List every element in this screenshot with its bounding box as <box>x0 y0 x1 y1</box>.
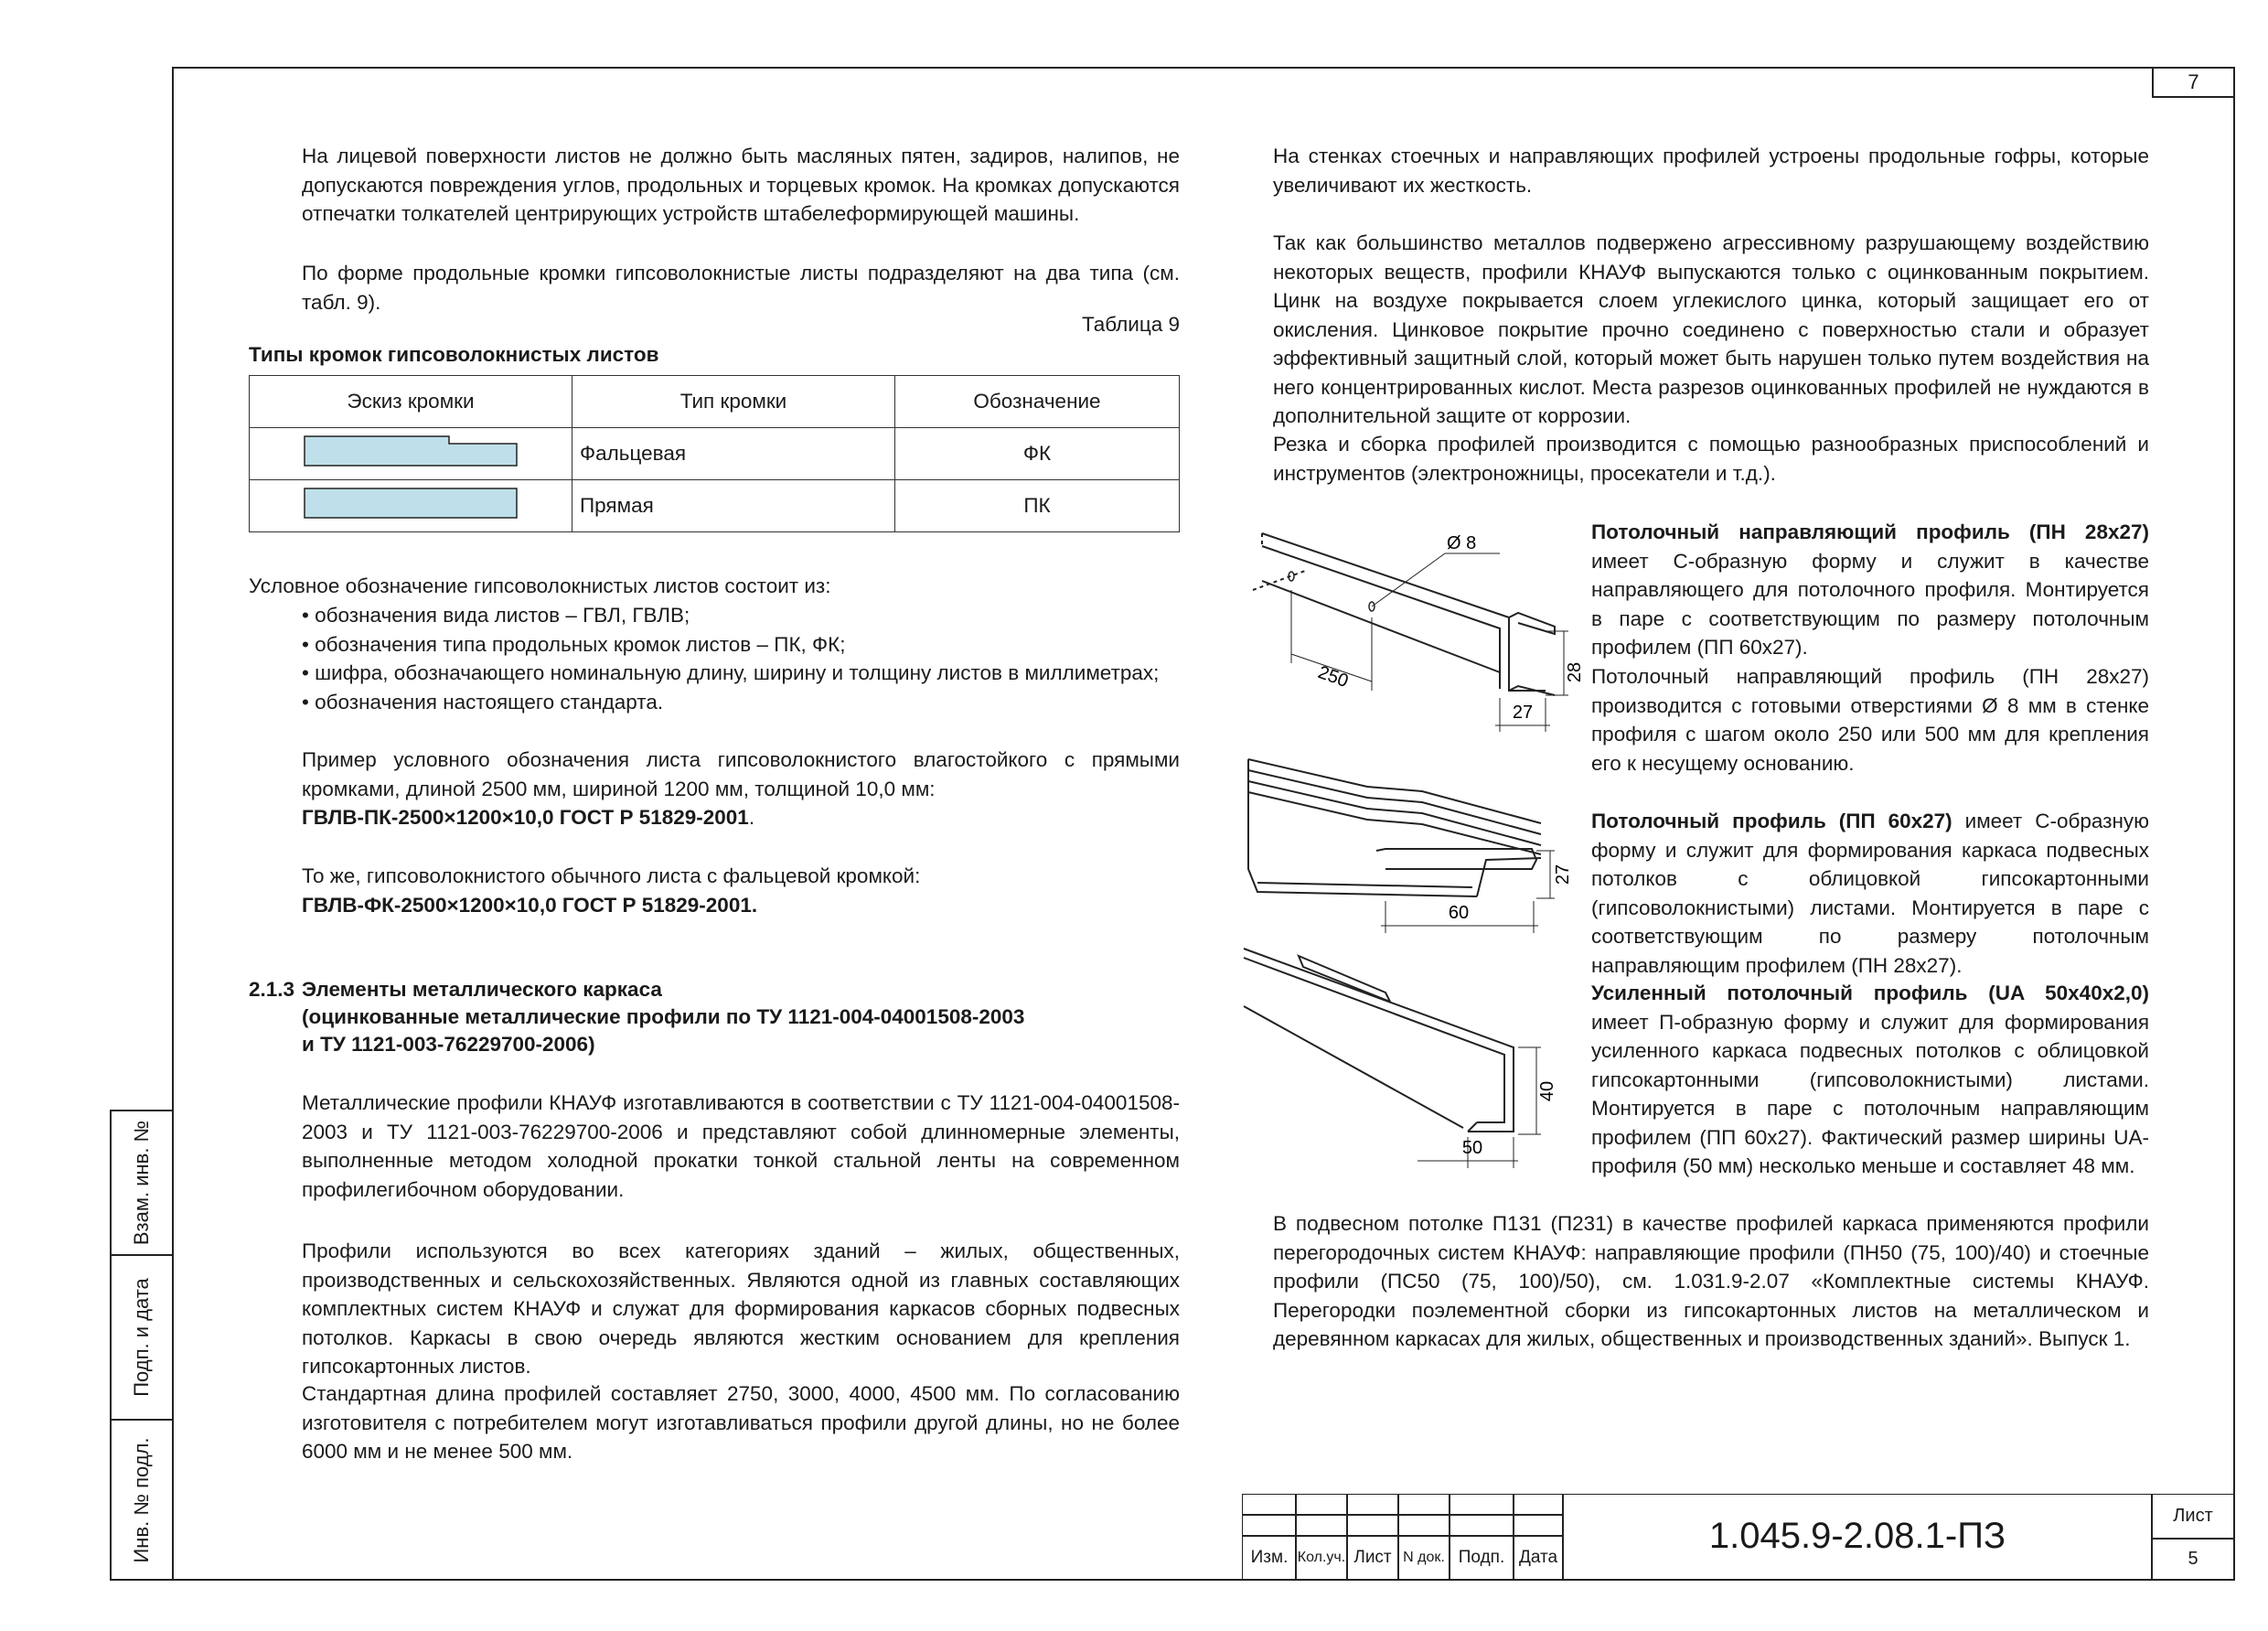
stamp-col-header: Изм. <box>1242 1535 1297 1581</box>
table-row <box>250 428 1180 480</box>
stamp-col-header: Подп. <box>1449 1535 1514 1581</box>
side-stamp-signature: Подп. и дата <box>110 1256 172 1421</box>
pn-hole-label: Ø 8 <box>1447 533 1477 553</box>
page-number-top: 7 <box>2152 67 2235 98</box>
example-1-code: ГВЛВ-ПК-2500×1200×10,0 ГОСТ Р 51829-2001 <box>302 806 749 829</box>
list-item: • обозначения настоящего стандарта. <box>302 690 664 714</box>
stamp-col-header: N док. <box>1397 1535 1450 1581</box>
stamp-col-header: Дата <box>1513 1535 1564 1581</box>
pp-width-label: 60 <box>1448 903 1470 923</box>
rebated-edge-sketch <box>303 433 519 469</box>
ua-profile-text: Усиленный потолочный профиль (UA 50x40x2,0) имеет П-образную форму и служит для формирования усиленного каркаса подвесных потолков с облицовкой гипсокартонными (гипсоволокнистыми) листами. Монтируется в паре с потолочным направляющим профилем (ПП 60x27). Фактический размер ширины UA-профиля (50 мм) несколько меньше и составляет 48 мм. <box>1591 982 2149 1177</box>
right-para-1: На стенках стоечных и направляющих профилей устроены продольные гофры, которые увеличивают их жесткость. <box>1273 145 2149 197</box>
right-para-3: Резка и сборка профилей производится с помощью разнообразных приспособлений и инструментов (электроножницы, просекатели и т.д.). <box>1273 433 2149 485</box>
ua-height-label: 40 <box>1537 1080 1557 1102</box>
ua-profile-drawing <box>1239 938 1578 1175</box>
pn-step-label: 250 <box>1315 662 1352 692</box>
pp-height-label: 27 <box>1553 864 1573 885</box>
table-cell: ПК <box>895 480 1180 532</box>
list-item: • обозначения вида листов – ГВЛ, ГВЛВ; <box>302 604 690 627</box>
edge-sketch-cell <box>250 480 572 532</box>
right-para-2: Так как большинство металлов подвержено агрессивному разрушающему воздействию некоторых веществ, профили КНАУФ выпускаются только с оцинкованным покрытием. Цинк на воздухе покрывается слоем углекислого цинка, который защищает его от окисления. Цинковое покрытие прочно соединено с поверхностью стали и образует эффективный защитный слой, который может быть нарушен только путем воздействия на него концентрированных кислот. Места разрезов оцинкованных профилей не нуждаются в дополнительной защите от коррозии. <box>1273 231 2149 427</box>
example-2-code: ГВЛВ-ФК-2500×1200×10,0 ГОСТ Р 51829-2001. <box>302 893 758 917</box>
title-block <box>1242 1494 2235 1581</box>
section-number: 2.1.3 <box>249 978 295 1001</box>
table-header: Обозначение <box>895 376 1180 428</box>
stamp-col-header: Кол.уч. <box>1295 1535 1348 1581</box>
table-cell: Фальцевая <box>572 428 895 480</box>
sheet-label: Лист <box>2151 1494 2235 1540</box>
example-2: То же, гипсоволокнистого обычного листа с фальцевой кромкой: ГВЛВ-ФК-2500×1200×10,0 ГОСТ Р 51829-2001. <box>302 864 921 917</box>
left-para-3: Металлические профили КНАУФ изготавливаются в соответствии с ТУ 1121-004-04001508-2003 и ТУ 1121-003-76229700-2006 и представляют собой длинномерные элементы, выполненные методом холодной прокатки тонкой стальной ленты на современном профилегибочном оборудовании. <box>302 1091 1180 1201</box>
stamp-col-header: Лист <box>1346 1535 1399 1581</box>
table-title: Типы кромок гипсоволокнистых листов <box>249 343 659 366</box>
table-cell: Прямая <box>572 480 895 532</box>
section-heading: 2.1.3 Элементы металлического каркаса (оцинкованные металлические профили по ТУ 1121-004-04001508-2003 и ТУ 1121-003-76229700-2006) <box>249 978 1025 1056</box>
left-para-5: Стандартная длина профилей составляет 2750, 3000, 4000, 4500 мм. По согласованию изготовителя с потребителем могут изготавливаться профили другой длины, но не более 6000 мм и не менее 500 мм. <box>302 1382 1180 1463</box>
side-stamp-inventory: Инв. № подл. <box>110 1421 172 1581</box>
ua-width-label: 50 <box>1461 1138 1483 1158</box>
table-header-row <box>250 376 1180 428</box>
sheet-number: 5 <box>2151 1538 2235 1581</box>
table-cell: ФК <box>895 428 1180 480</box>
table-row <box>250 480 1180 532</box>
right-para-last: В подвесном потолке П131 (П231) в качестве профилей каркаса применяются профили перегородочных систем КНАУФ: направляющие профили (ПН50 (75, 100)/40) и стоечные профили (ПС50 (75, 100)/50), см. 1.031.9-2.07 «Комплектные системы КНАУФ. Перегородки поэлементной сборки из гипсокартонных листов на металлическом и деревянном каркасах для жилых, общественных и производственных зданий». Выпуск 1. <box>1273 1212 2149 1350</box>
pn-profile-text-2: Потолочный направляющий профиль (ПН 28x27) производится с готовыми отверстиями Ø 8 мм в стенке профиля с шагом около 250 или 500 мм для крепления его к несущему основанию. <box>1591 665 2149 775</box>
table-header: Эскиз кромки <box>250 376 572 428</box>
designation-intro: Условное обозначение гипсоволокнистых листов состоит из: <box>249 574 831 597</box>
left-para-2: По форме продольные кромки гипсоволокнистые листы подразделяют на два типа (см. табл. 9). <box>302 262 1180 314</box>
pp-profile-drawing <box>1239 750 1578 938</box>
pn-profile-drawing <box>1253 526 1585 755</box>
side-stamp-replacement: Взам. инв. № <box>110 1110 172 1256</box>
pn-profile-text: Потолочный направляющий профиль (ПН 28x27) имеет С-образную форму и служит в качестве направляющего для потолочного профиля. Монтируется в паре с соответствующим по размеру потолочным профилем (ПП 60x27). <box>1591 520 2149 659</box>
straight-edge-sketch <box>303 485 519 521</box>
list-item: • обозначения типа продольных кромок листов – ПК, ФК; <box>302 632 846 656</box>
pn-width-label: 27 <box>1512 703 1534 723</box>
left-para-1: На лицевой поверхности листов не должно быть масляных пятен, задиров, налипов, не допускаются повреждения углов, продольных и торцевых кромок. На кромках допускаются отпечатки толкателей центрирующих устройств штабелеформирующей машины. <box>302 145 1180 225</box>
table-number: Таблица 9 <box>1082 313 1180 336</box>
edge-sketch-cell <box>250 428 572 480</box>
edge-types-table <box>249 375 1180 532</box>
pn-height-label: 28 <box>1565 661 1585 683</box>
left-para-4: Профили используются во всех категориях зданий – жилых, общественных, производственных и сельскохозяйственных. Являются одной из главных составляющих комплектных систем КНАУФ и служат для формирования каркасов сборных подвесных потолков. Каркасы в свою очередь являются жестким основанием для крепления гипсокартонных листов. <box>302 1239 1180 1378</box>
pp-profile-text: Потолочный профиль (ПП 60x27) имеет С-образную форму и служит для формирования каркаса подвесных потолков с облицовкой гипсокартонными (гипсоволокнистыми) листами. Монтируется в паре с соответствующим по размеру потолочным направляющим профилем (ПН 28x27). <box>1591 810 2149 977</box>
document-code: 1.045.9-2.08.1-ПЗ <box>1562 1494 2153 1581</box>
designation-list <box>302 601 1180 716</box>
table-header: Тип кромки <box>572 376 895 428</box>
list-item: • шифра, обозначающего номинальную длину, ширину и толщину листов в миллиметрах; <box>302 661 1160 684</box>
example-1: Пример условного обозначения листа гипсоволокнистого влагостойкого с прямыми кромками, длиной 2500 мм, шириной 1200 мм, толщиной 10,0 мм: ГВЛВ-ПК-2500×1200×10,0 ГОСТ Р 51829-2001. <box>302 748 1180 829</box>
